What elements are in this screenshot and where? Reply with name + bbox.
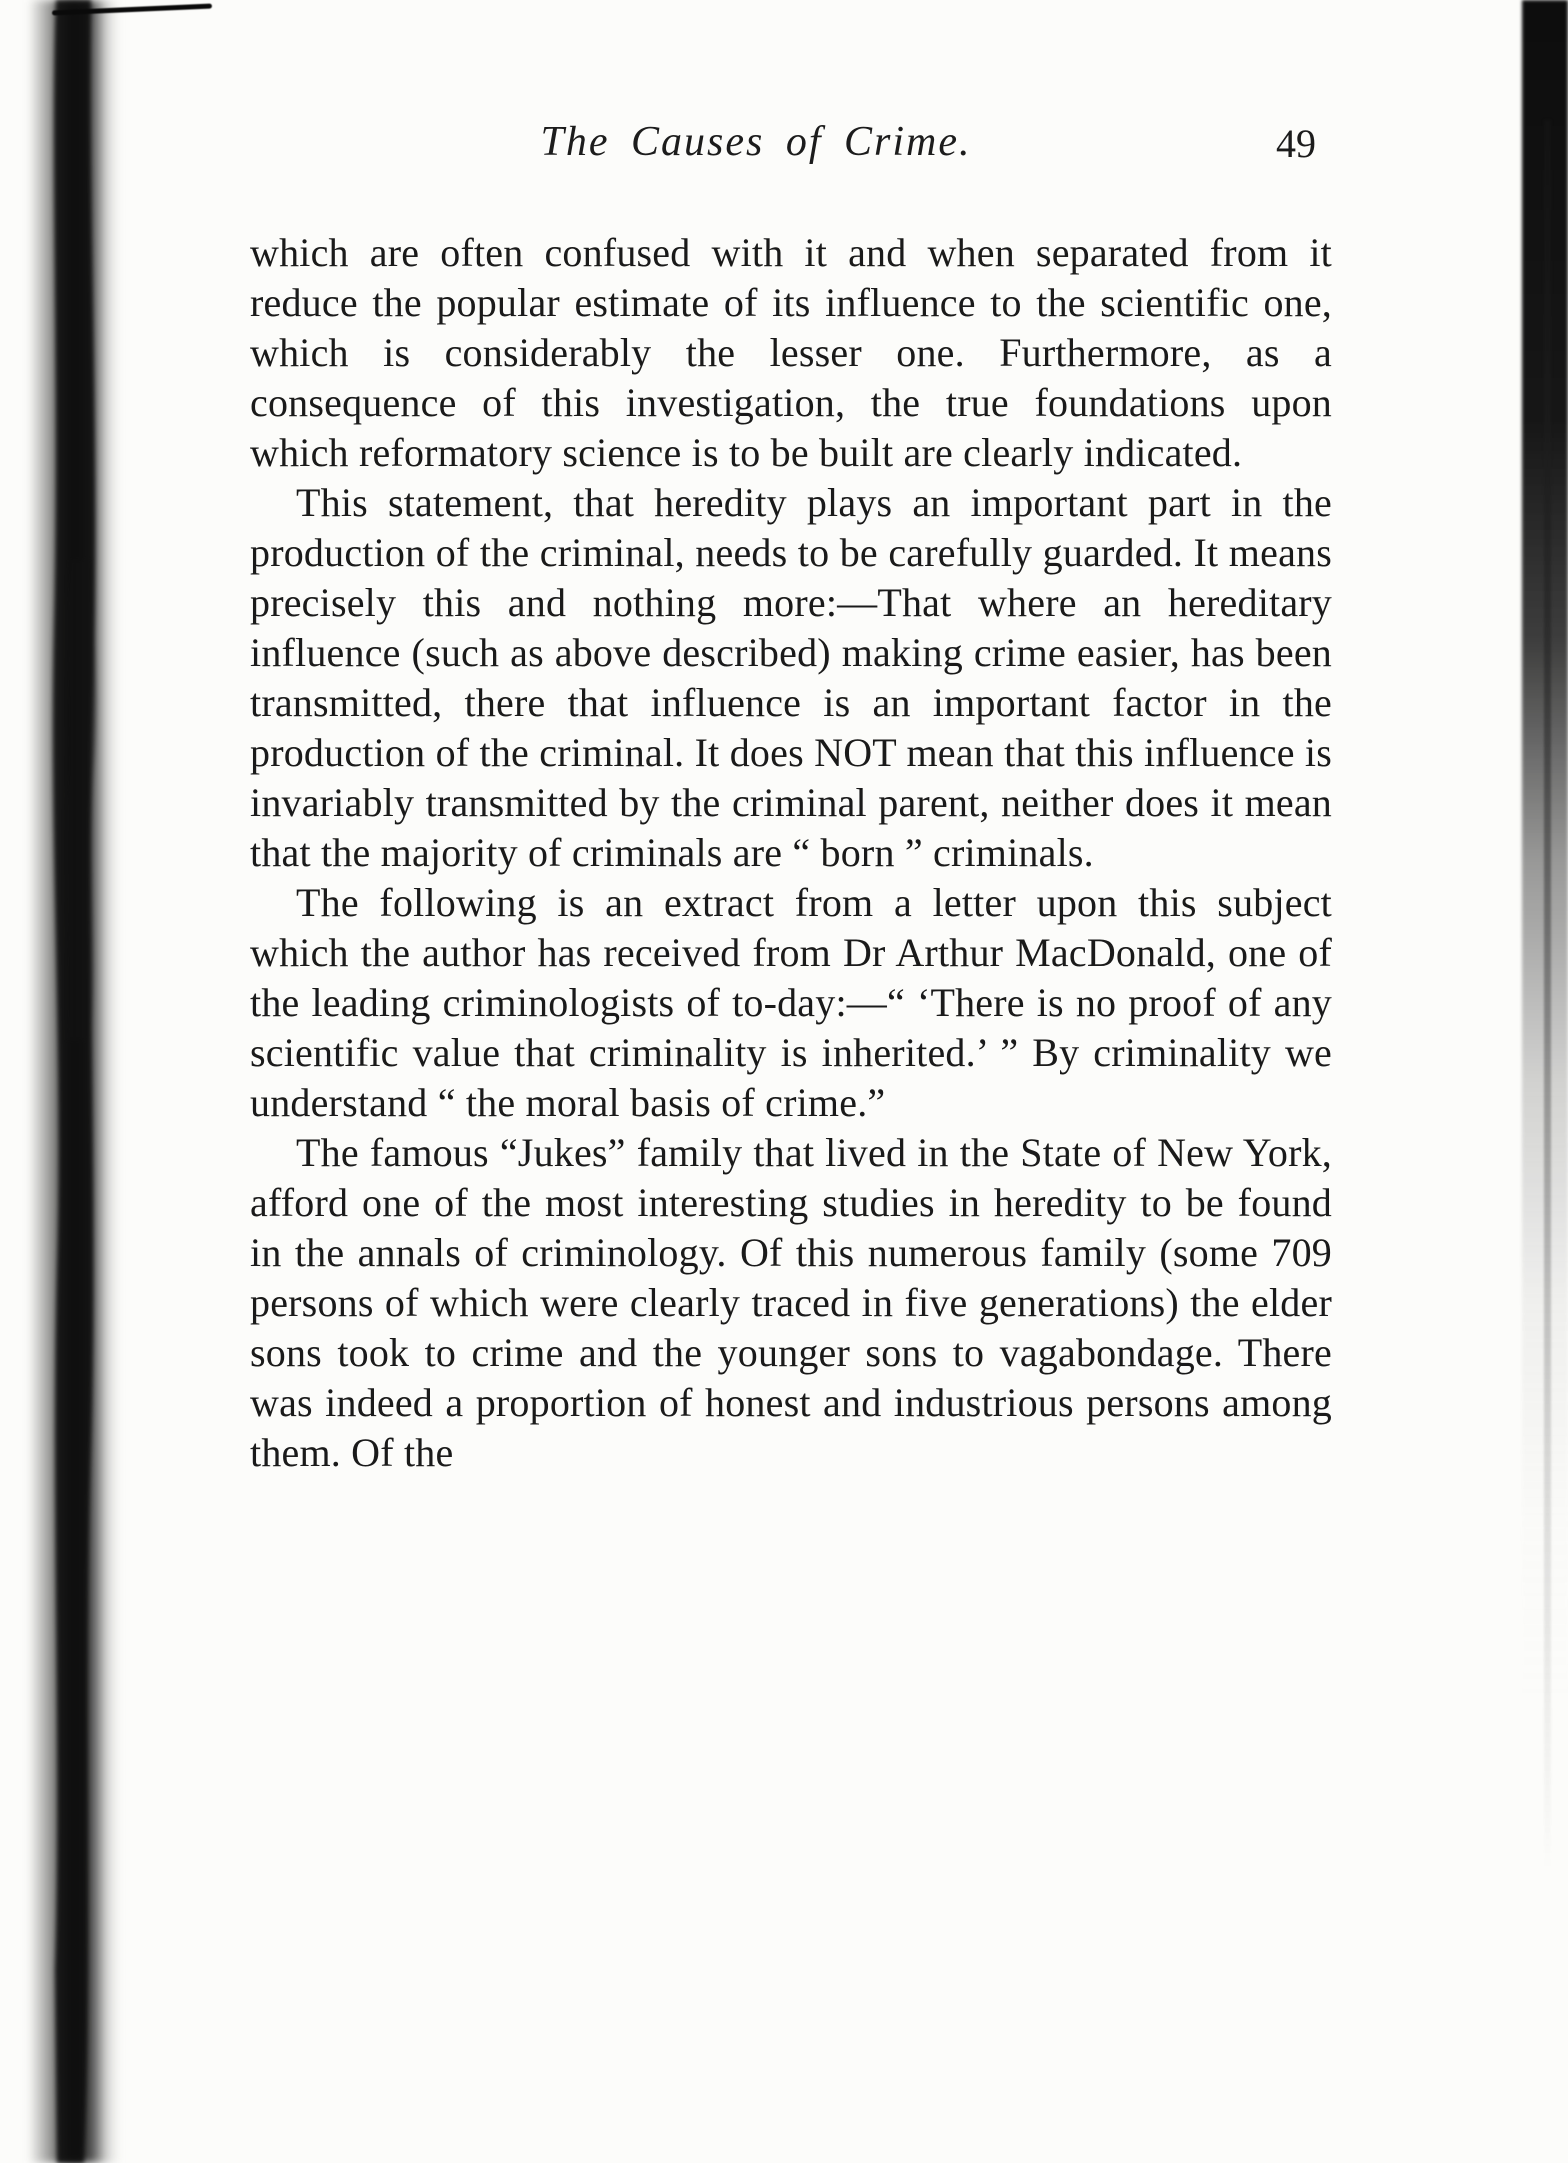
page-top-edge-line (52, 4, 212, 16)
paragraph-heredity-statement: This statement, that heredity plays an important part in the production of the criminal, needs to be carefully guarded. It means precisely this and nothing more:—That where an hereditary influence (such as above described) making crime easier, has been transmitted, there that influence is an important factor in the production of the criminal. It does NOT mean that this influence is invariably transmitted by the criminal parent, neither does it mean that the majority of criminals are “ born ” criminals. (250, 480, 1332, 875)
binding-shadow-texture (0, 0, 170, 2163)
page-edge-streak (1544, 120, 1551, 1870)
paragraph-macdonald-letter: The following is an extract from a letter upon this subject which the author has received from Dr Arthur MacDonald, one of the leading criminologists of to-day:—“ ‘There is no proof of any scientific value that criminality is inherited.’ ” By criminality we understand “ the moral basis of crime.” (250, 880, 1332, 1125)
page-header (250, 118, 1332, 190)
page-content (250, 118, 1332, 1478)
binding-shadow-gradient (28, 0, 120, 2163)
binding-shadow (0, 0, 170, 2163)
running-title: The Causes of Crime. (540, 119, 972, 165)
page-body (250, 228, 1332, 1478)
paragraph-jukes-family: The famous “Jukes” family that lived in the State of New York, afford one of the most interesting studies in heredity to be found in the annals of criminology. Of this numerous family (some 709 persons of which were clearly traced in five generations) the elder sons took to crime and the younger sons to vagabondage. There was indeed a proportion of honest and industrious persons among them. Of the (250, 1130, 1332, 1475)
page-number: 49 (1276, 121, 1316, 166)
paragraph-continuation: which are often confused with it and when separated from it reduce the popular estimate of its influence to the scientific one, which is considerably the lesser one. Furthermore, as a consequence of this investigation, the true foundations upon which reformatory science is to be built are clearly indicated. (250, 230, 1332, 475)
